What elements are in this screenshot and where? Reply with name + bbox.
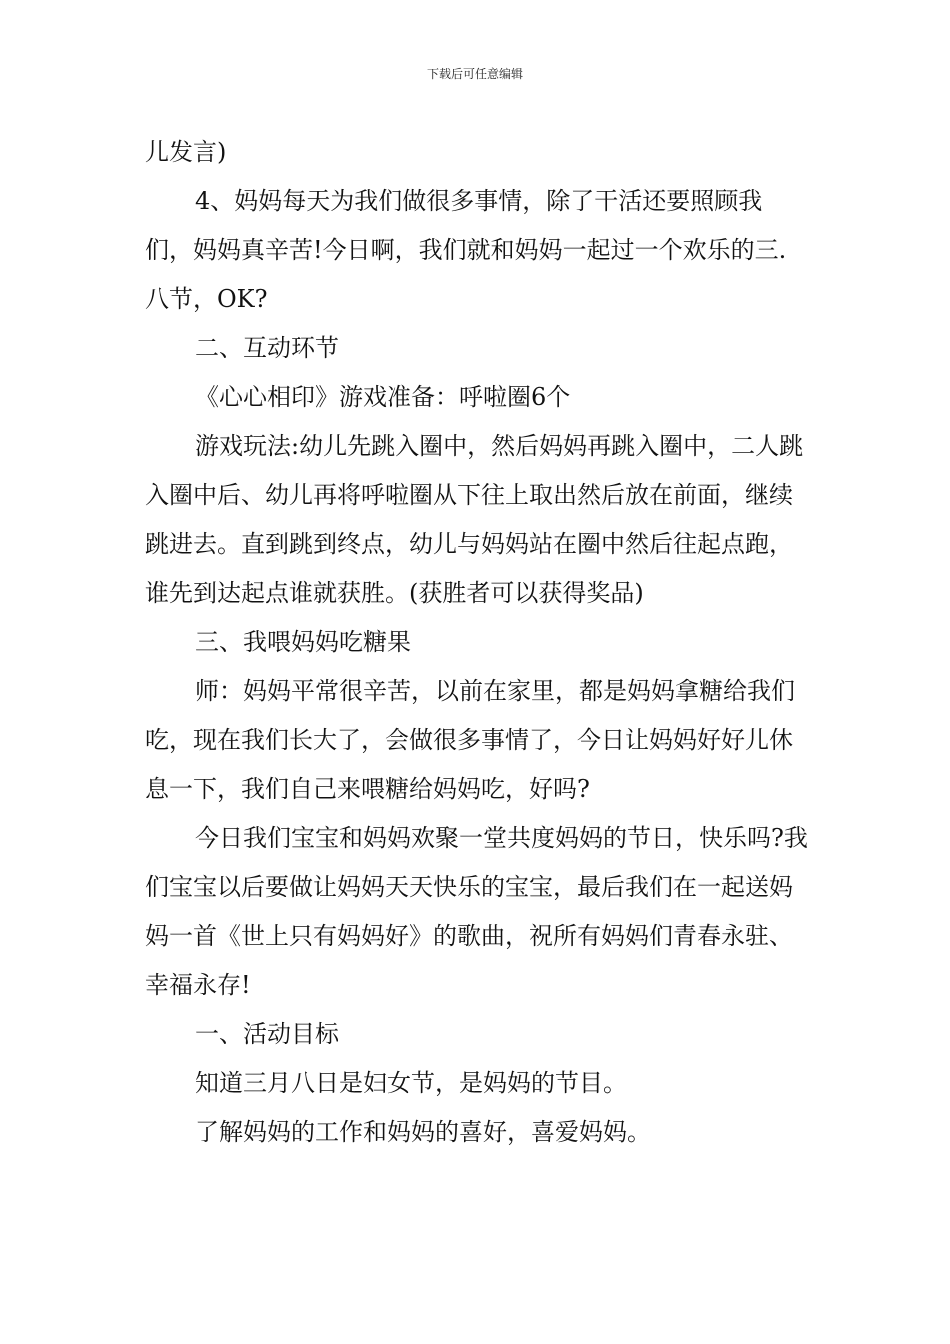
paragraph-closing: 今日我们宝宝和妈妈欢聚一堂共度妈妈的节日，快乐吗?我们宝宝以后要做让妈妈天天快乐的宝宝，最后我们在一起送妈妈一首《世上只有妈妈好》的歌曲，祝所有妈妈们青春永驻、幸福永存! <box>145 824 808 999</box>
section-heading-goals: 一、活动目标 <box>195 1020 339 1048</box>
paragraph-goal-1: 知道三月八日是妇女节，是妈妈的节目。 <box>195 1069 627 1097</box>
paragraph-continuation: 儿发言) <box>145 138 227 166</box>
paragraph-game-rules: 游戏玩法:幼儿先跳入圈中，然后妈妈再跳入圈中，二人跳入圈中后、幼儿再将呼啦圈从下往上取出然后放在前面，继续跳进去。直到跳到终点，幼儿与妈妈站在圈中然后往起点跑，谁先到达起点谁就获胜。(获胜者可以获得奖品) <box>145 432 804 607</box>
section-heading-interaction: 二、互动环节 <box>195 334 339 362</box>
document-body <box>145 128 810 1157</box>
paragraph-goal-2: 了解妈妈的工作和妈妈的喜好，喜爱妈妈。 <box>195 1118 651 1146</box>
section-heading-candy: 三、我喂妈妈吃糖果 <box>195 628 411 656</box>
paragraph-game-preparation: 《心心相印》游戏准备：呼啦圈6个 <box>195 383 571 411</box>
paragraph-teacher-speech: 师：妈妈平常很辛苦，以前在家里，都是妈妈拿糖给我们吃，现在我们长大了，会做很多事情了，今日让妈妈好好儿休息一下，我们自己来喂糖给妈妈吃，好吗? <box>145 677 795 803</box>
page-header: 下载后可任意编辑 <box>426 67 523 81</box>
paragraph-item-4: 4、妈妈每天为我们做很多事情，除了干活还要照顾我们，妈妈真辛苦!今日啊，我们就和妈妈一起过一个欢乐的三.八节，OK? <box>145 187 787 313</box>
